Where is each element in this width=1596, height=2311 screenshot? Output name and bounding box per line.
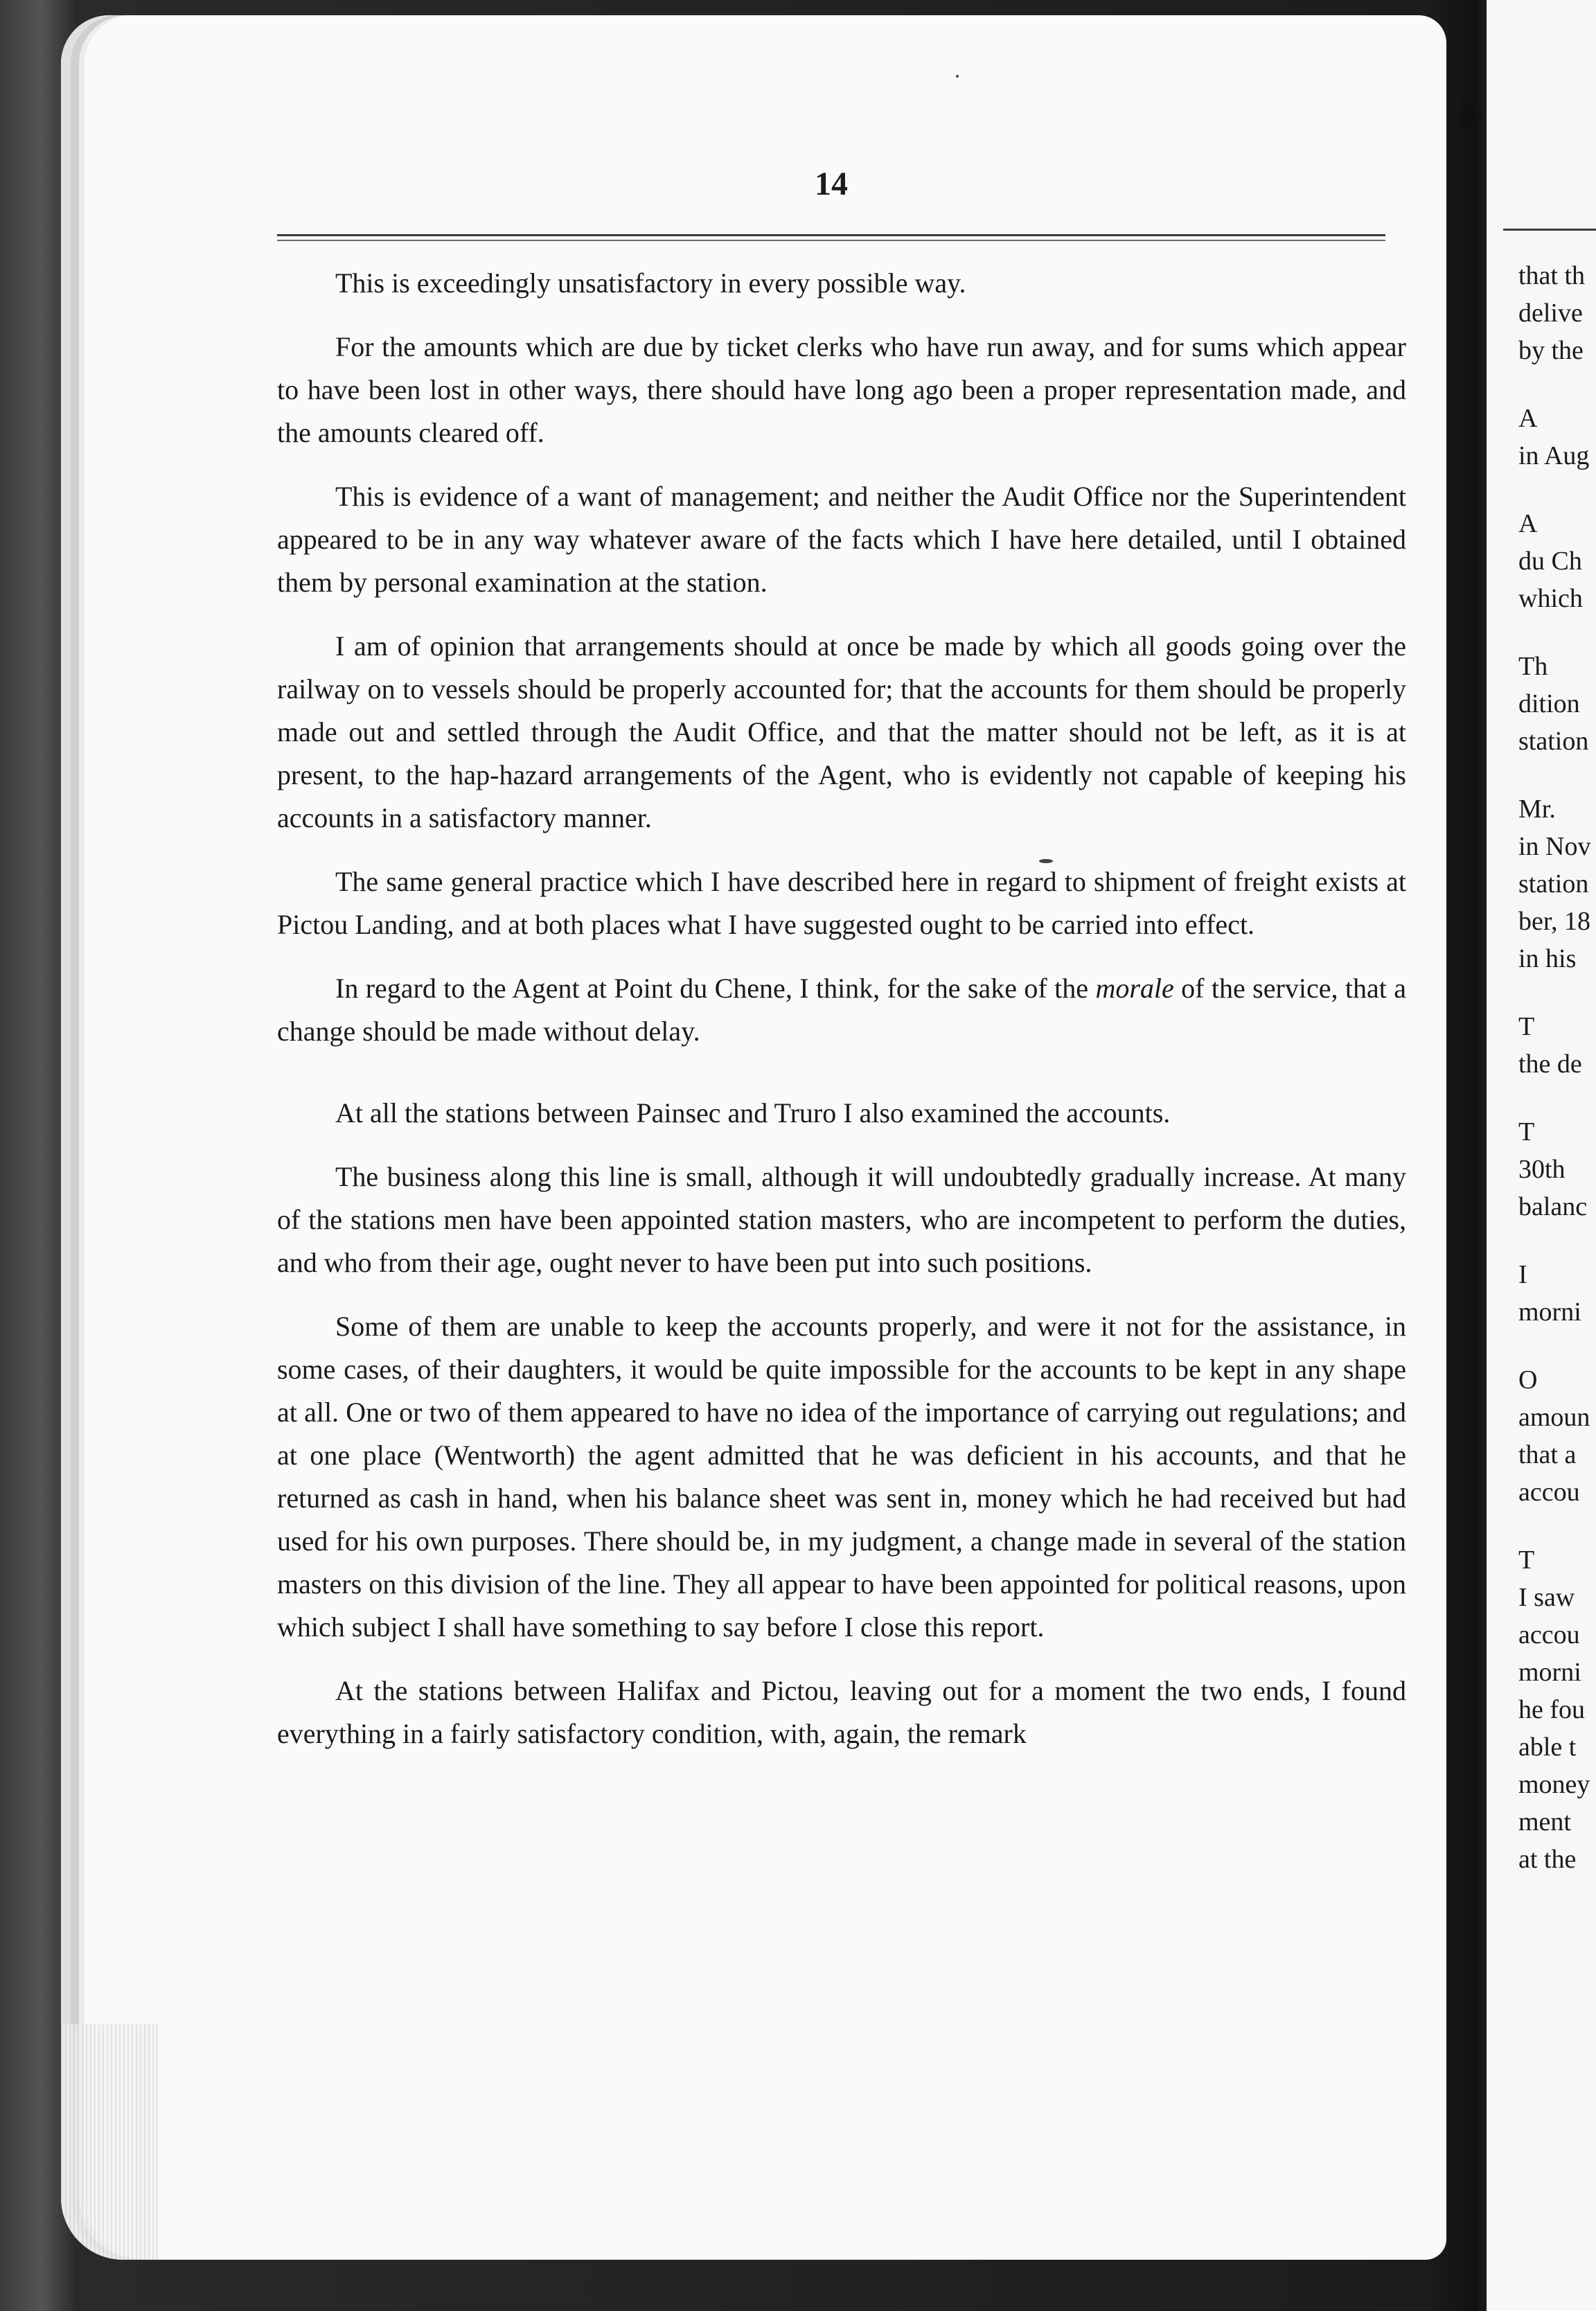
right-page-fragment: in Aug — [1518, 441, 1590, 470]
page-number: 14 — [815, 166, 848, 202]
right-page-fragment: accou — [1518, 1620, 1580, 1649]
right-page-fragment: station — [1518, 727, 1589, 756]
right-page-fragment: delive — [1518, 299, 1583, 328]
paragraph: The business along this line is small, although it will undoubtedly gradually increase. At many of the stations men have been appointed station masters, who are incompetent to perform the duties, and who from their age, ought never to have been put into such positions. — [277, 1161, 1406, 1278]
right-page-fragment: Th — [1518, 652, 1548, 681]
right-page-fragment: money — [1518, 1770, 1590, 1799]
right-page-fragment: A — [1518, 404, 1538, 433]
paragraph: I am of opinion that arrangements should at once be made by which all goods going over the railway on to vessels should be properly accounted for; that the accounts for them should be properly made out and settled through the Audit Office, and that the matter should not be left, as it is at present, to the hap-hazard arrangements of the Agent, who is evidently not capable of keeping his accounts in a satisfactory manner. — [277, 630, 1406, 833]
paragraph: At the stations between Halifax and Pictou, leaving out for a moment the two ends, I found everything in a fairly satisfactory condition, with, again, the remark — [277, 1675, 1406, 1749]
right-page-fragment: I saw — [1518, 1583, 1575, 1612]
header-rule — [277, 234, 1385, 236]
right-page-fragment: balanc — [1518, 1192, 1588, 1221]
paragraph: Some of them are unable to keep the accounts properly, and were it not for the assistance, in some cases, of their daughters, it would be quite impossible for the accounts to be kept in any shape at all. One or two of them appeared to have no idea of the importance of carrying out regulations; and at one place (Wentworth) the agent admitted that he was deficient in his accounts, and that he returned as cash in hand, when his balance sheet was sent in, money which he had received but had used for his own purposes. There should be, in my judgment, a change made in several of the station masters on this division of the line. They all appear to have been appointed for political reasons, upon which subject I shall have something to say before I close this report. — [277, 1311, 1406, 1643]
right-page-fragment: at the — [1518, 1845, 1577, 1874]
right-page-fragment: by the — [1518, 336, 1584, 365]
paragraph: This is exceedingly unsatisfactory in every possible way. — [335, 267, 966, 299]
right-page-fragment: that a — [1518, 1440, 1577, 1469]
right-page-fragment: I — [1518, 1260, 1527, 1289]
morale-italic: morale — [1095, 973, 1174, 1004]
paragraph: The same general practice which I have described here in regard to shipment of freight exists at Pictou Landing, and at both places what I have suggested ought to be carried into effect. — [277, 866, 1406, 940]
document-body — [277, 262, 1406, 1776]
right-page-fragment: 30th — [1518, 1155, 1566, 1184]
right-page-fragment: T — [1518, 1546, 1535, 1575]
right-page-fragment: morni — [1518, 1658, 1581, 1687]
right-page-rule — [1503, 229, 1596, 231]
right-page-fragment: O — [1518, 1365, 1538, 1394]
right-page-fragment: that th — [1518, 261, 1586, 290]
right-page-fragment: dition — [1518, 689, 1580, 718]
right-page-fragment: station — [1518, 869, 1589, 898]
right-page-fragment: in his — [1518, 944, 1577, 973]
paragraph: This is evidence of a want of management; and neither the Audit Office nor the Superintendent appeared to be in any way whatever aware of the facts which I have here detailed, until I obtained them by personal examination at the station. — [277, 481, 1406, 598]
paragraph: At all the stations between Painsec and Truro I also examined the accounts. — [335, 1097, 1171, 1128]
morale-before: In regard to the Agent at Point du Chene, I think, for the sake of the — [335, 973, 1096, 1004]
right-page-fragment: ment — [1518, 1807, 1571, 1836]
right-page-fragment: the de — [1518, 1050, 1582, 1079]
scan-speck — [956, 75, 959, 78]
paragraph: For the amounts which are due by ticket clerks who have run away, and for sums which appear to have been lost in other ways, there should have long ago been a proper representation made, and the amounts cleared off. — [277, 331, 1406, 448]
right-page-fragment: ber, 18 — [1518, 907, 1590, 936]
right-page-fragment: du Ch — [1518, 547, 1582, 576]
right-page-fragment: morni — [1518, 1298, 1581, 1327]
scan-speck — [1039, 859, 1053, 863]
right-page-fragment: Mr. — [1518, 795, 1556, 824]
right-page-fragment: A — [1518, 509, 1538, 538]
right-page-fragment: T — [1518, 1012, 1535, 1041]
right-page-fragment: accou — [1518, 1478, 1580, 1507]
header-rule-thin — [277, 240, 1385, 241]
morale-after: of the service, that a change should be made without delay. — [277, 973, 1407, 1047]
right-page-fragment: T — [1518, 1117, 1535, 1146]
right-page-fragment: which — [1518, 584, 1583, 613]
right-page-fragment: in Nov — [1518, 832, 1591, 861]
right-page-fragment: he fou — [1518, 1695, 1586, 1724]
right-page-fragment: able t — [1518, 1733, 1577, 1762]
paragraph-morale — [277, 967, 1406, 1053]
right-page-fragment: amoun — [1518, 1403, 1590, 1432]
